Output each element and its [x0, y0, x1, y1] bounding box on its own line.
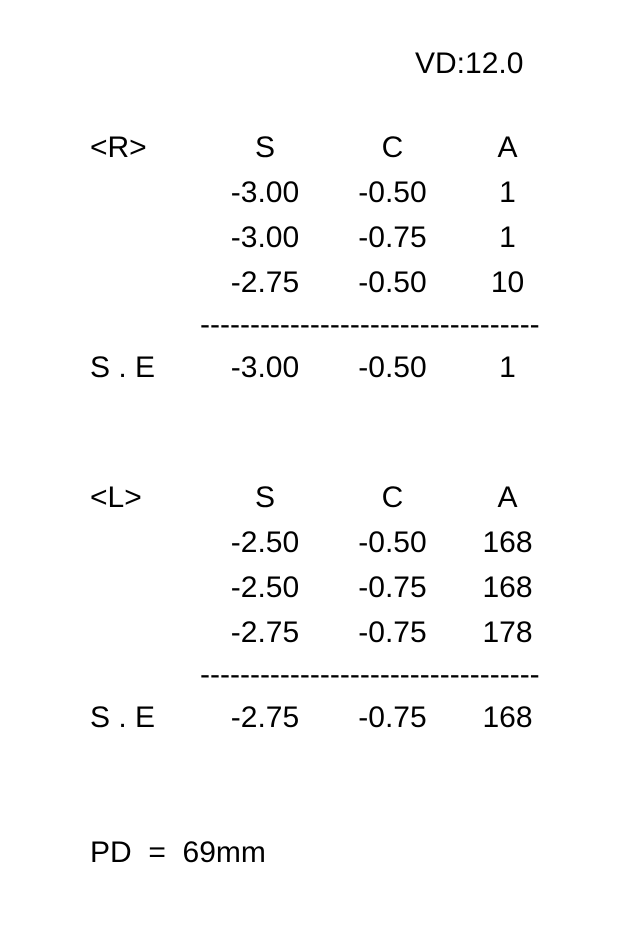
axis-value: 168 — [482, 571, 533, 604]
column-header-axis: A — [497, 481, 518, 514]
table-row — [0, 565, 617, 610]
right-eye-header-row — [0, 125, 617, 170]
sphere-value: -2.75 — [230, 266, 300, 299]
column-header-sphere: S — [254, 131, 275, 164]
cylinder-value: -0.50 — [358, 176, 427, 209]
cylinder-value: -0.75 — [358, 571, 427, 604]
separator-row — [0, 305, 617, 345]
se-label: S . E — [90, 351, 156, 384]
table-row — [0, 170, 617, 215]
separator-row — [0, 655, 617, 695]
pupillary-distance-readout: PD = 69mm — [90, 836, 266, 869]
se-sphere-value: -2.75 — [230, 701, 300, 734]
se-cylinder-value: -0.50 — [358, 351, 427, 384]
table-row — [0, 610, 617, 655]
column-header-cylinder: C — [381, 481, 404, 514]
right-eye-section — [0, 125, 617, 390]
spherical-equivalent-row — [0, 345, 617, 390]
axis-value: 1 — [499, 221, 516, 254]
dashed-separator-line: ---------------------------------- — [200, 658, 540, 691]
cylinder-value: -0.75 — [358, 221, 427, 254]
table-row — [0, 215, 617, 260]
column-header-axis: A — [497, 131, 518, 164]
axis-value: 10 — [490, 266, 525, 299]
table-row — [0, 260, 617, 305]
se-sphere-value: -3.00 — [230, 351, 300, 384]
se-axis-value: 1 — [499, 351, 516, 384]
table-row — [0, 520, 617, 565]
cylinder-value: -0.50 — [358, 266, 427, 299]
se-cylinder-value: -0.75 — [358, 701, 427, 734]
cylinder-value: -0.75 — [358, 616, 427, 649]
se-label: S . E — [90, 701, 156, 734]
axis-value: 1 — [499, 176, 516, 209]
sphere-value: -2.50 — [230, 571, 300, 604]
column-header-sphere: S — [254, 481, 275, 514]
spherical-equivalent-row — [0, 695, 617, 740]
sphere-value: -2.50 — [230, 526, 300, 559]
axis-value: 178 — [482, 616, 533, 649]
sphere-value: -2.75 — [230, 616, 300, 649]
column-header-cylinder: C — [381, 131, 404, 164]
left-eye-section — [0, 475, 617, 740]
sphere-value: -3.00 — [230, 221, 300, 254]
se-axis-value: 168 — [482, 701, 533, 734]
left-eye-label: <L> — [90, 481, 142, 514]
right-eye-label: <R> — [90, 131, 147, 164]
cylinder-value: -0.50 — [358, 526, 427, 559]
axis-value: 168 — [482, 526, 533, 559]
left-eye-header-row — [0, 475, 617, 520]
sphere-value: -3.00 — [230, 176, 300, 209]
vertex-distance-value: VD:12.0 — [415, 47, 524, 80]
dashed-separator-line: ---------------------------------- — [200, 308, 540, 341]
